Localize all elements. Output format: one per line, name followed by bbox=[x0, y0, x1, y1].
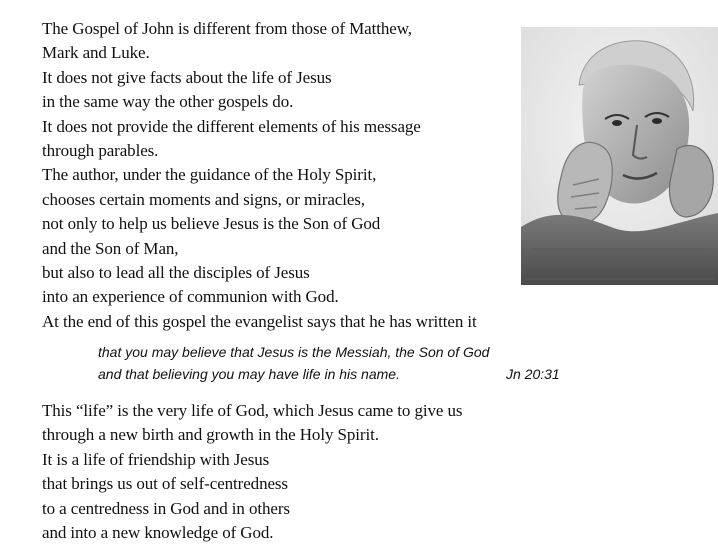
text-line: The Gospel of John is different from those of Matthew, bbox=[42, 19, 412, 38]
passage-2 bbox=[42, 399, 462, 545]
text-line: This “life” is the very life of God, which Jesus came to give us bbox=[42, 401, 463, 420]
text-line: into an experience of communion with God. bbox=[42, 287, 339, 307]
portrait-photo bbox=[521, 27, 718, 285]
scripture-quote bbox=[98, 341, 560, 385]
text-line: It does not give facts about the life of Jesus bbox=[42, 67, 332, 87]
quote-line: that you may believe that Jesus is the Messiah, the Son of God bbox=[98, 344, 490, 360]
text-line: Mark and Luke. bbox=[42, 43, 150, 63]
text-line: It does not provide the different elements of his message bbox=[42, 116, 421, 136]
text-line: not only to help us believe Jesus is the Son of God bbox=[42, 214, 381, 234]
text-line: to a centredness in God and in others bbox=[42, 498, 290, 518]
quote-line: and that believing you may have life in his name. bbox=[98, 366, 400, 382]
text-line: that brings us out of self-centredness bbox=[42, 474, 288, 494]
text-line: but also to lead all the disciples of Jesus bbox=[42, 263, 310, 283]
text-line: The author, under the guidance of the Holy Spirit, bbox=[42, 165, 377, 185]
text-line: through parables. bbox=[42, 141, 159, 161]
text-line: chooses certain moments and signs, or miracles, bbox=[42, 189, 365, 209]
scripture-reference: Jn 20:31 bbox=[506, 366, 560, 382]
passage-1 bbox=[42, 17, 477, 334]
text-line: and the Son of Man, bbox=[42, 238, 179, 258]
text-line: through a new birth and growth in the Holy Spirit. bbox=[42, 425, 379, 445]
text-line: At the end of this gospel the evangelist says that he has written it bbox=[42, 311, 477, 331]
text-line: and into a new knowledge of God. bbox=[42, 523, 274, 543]
text-line: in the same way the other gospels do. bbox=[42, 92, 294, 112]
portrait-image bbox=[521, 27, 718, 285]
text-line: It is a life of friendship with Jesus bbox=[42, 449, 270, 469]
